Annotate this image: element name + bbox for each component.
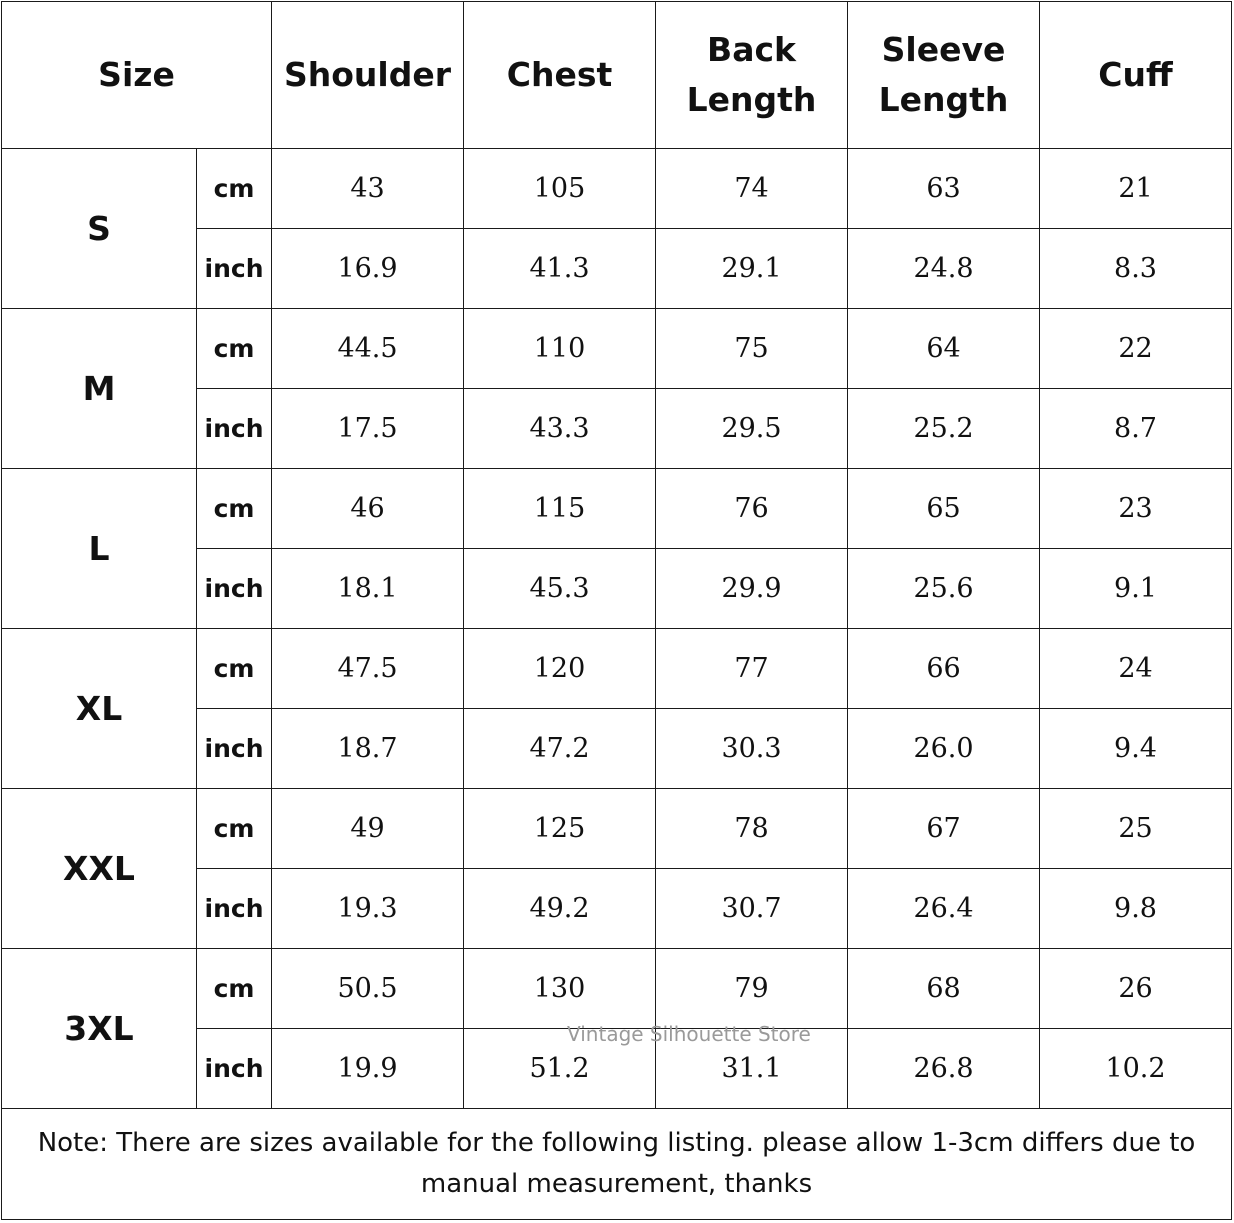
measurement-value: 44.5 xyxy=(272,309,464,389)
measurement-value: 65 xyxy=(848,469,1040,549)
watermark-text: Vintage Silhouette Store xyxy=(567,1022,811,1046)
table-row xyxy=(2,949,1232,1029)
measurement-value: 130 xyxy=(464,949,656,1029)
measurement-value: 49.2 xyxy=(464,869,656,949)
unit-label: cm xyxy=(197,949,272,1029)
measurement-value: 21 xyxy=(1040,149,1232,229)
measurement-value: 43.3 xyxy=(464,389,656,469)
header-sleeve-length: Sleeve Length xyxy=(848,2,1040,149)
unit-label: cm xyxy=(197,789,272,869)
measurement-value: 17.5 xyxy=(272,389,464,469)
measurement-value: 75 xyxy=(656,309,848,389)
measurement-value: 66 xyxy=(848,629,1040,709)
unit-label: inch xyxy=(197,229,272,309)
note-row xyxy=(2,1109,1232,1220)
unit-label: inch xyxy=(197,709,272,789)
measurement-value: 115 xyxy=(464,469,656,549)
measurement-value: 19.3 xyxy=(272,869,464,949)
note-text: Note: There are sizes available for the following listing. please allow 1-3cm differs due to manual measurement, thanks xyxy=(2,1109,1232,1220)
measurement-value: 22 xyxy=(1040,309,1232,389)
measurement-value: 26 xyxy=(1040,949,1232,1029)
measurement-value: 50.5 xyxy=(272,949,464,1029)
size-label: 3XL xyxy=(2,949,197,1109)
unit-label: inch xyxy=(197,389,272,469)
measurement-value: 47.5 xyxy=(272,629,464,709)
size-label: L xyxy=(2,469,197,629)
unit-label: inch xyxy=(197,1029,272,1109)
measurement-value: 31.1 xyxy=(656,1029,848,1109)
header-shoulder: Shoulder xyxy=(272,2,464,149)
measurement-value: 25.2 xyxy=(848,389,1040,469)
measurement-value: 67 xyxy=(848,789,1040,869)
unit-label: cm xyxy=(197,469,272,549)
measurement-value: 125 xyxy=(464,789,656,869)
measurement-value: 8.7 xyxy=(1040,389,1232,469)
measurement-value: 24 xyxy=(1040,629,1232,709)
measurement-value: 30.7 xyxy=(656,869,848,949)
size-label: XXL xyxy=(2,789,197,949)
measurement-value: 25 xyxy=(1040,789,1232,869)
measurement-value: 77 xyxy=(656,629,848,709)
measurement-value: 78 xyxy=(656,789,848,869)
measurement-value: 29.9 xyxy=(656,549,848,629)
unit-label: inch xyxy=(197,549,272,629)
measurement-value: 45.3 xyxy=(464,549,656,629)
unit-label: cm xyxy=(197,149,272,229)
measurement-value: 10.2 xyxy=(1040,1029,1232,1109)
measurement-value: 26.0 xyxy=(848,709,1040,789)
measurement-value: 74 xyxy=(656,149,848,229)
measurement-value: 120 xyxy=(464,629,656,709)
measurement-value: 24.8 xyxy=(848,229,1040,309)
unit-label: cm xyxy=(197,629,272,709)
measurement-value: 9.8 xyxy=(1040,869,1232,949)
header-row xyxy=(2,2,1232,149)
measurement-value: 29.1 xyxy=(656,229,848,309)
measurement-value: 19.9 xyxy=(272,1029,464,1109)
measurement-value: 9.1 xyxy=(1040,549,1232,629)
measurement-value: 46 xyxy=(272,469,464,549)
measurement-value: 16.9 xyxy=(272,229,464,309)
measurement-value: 25.6 xyxy=(848,549,1040,629)
unit-label: inch xyxy=(197,869,272,949)
table-row xyxy=(2,469,1232,549)
header-cuff: Cuff xyxy=(1040,2,1232,149)
measurement-value: 68 xyxy=(848,949,1040,1029)
header-back-length: Back Length xyxy=(656,2,848,149)
size-label: M xyxy=(2,309,197,469)
unit-label: cm xyxy=(197,309,272,389)
measurement-value: 8.3 xyxy=(1040,229,1232,309)
measurement-value: 76 xyxy=(656,469,848,549)
table-row xyxy=(2,789,1232,869)
measurement-value: 64 xyxy=(848,309,1040,389)
measurement-value: 49 xyxy=(272,789,464,869)
measurement-value: 43 xyxy=(272,149,464,229)
measurement-value: 23 xyxy=(1040,469,1232,549)
measurement-value: 47.2 xyxy=(464,709,656,789)
measurement-value: 51.2 xyxy=(464,1029,656,1109)
table-row xyxy=(2,309,1232,389)
measurement-value: 63 xyxy=(848,149,1040,229)
measurement-value: 18.7 xyxy=(272,709,464,789)
measurement-value: 26.8 xyxy=(848,1029,1040,1109)
measurement-value: 9.4 xyxy=(1040,709,1232,789)
table-row xyxy=(2,629,1232,709)
measurement-value: 41.3 xyxy=(464,229,656,309)
header-size: Size xyxy=(2,2,272,149)
size-label: XL xyxy=(2,629,197,789)
measurement-value: 18.1 xyxy=(272,549,464,629)
measurement-value: 26.4 xyxy=(848,869,1040,949)
measurement-value: 110 xyxy=(464,309,656,389)
header-chest: Chest xyxy=(464,2,656,149)
measurement-value: 30.3 xyxy=(656,709,848,789)
measurement-value: 29.5 xyxy=(656,389,848,469)
size-label: S xyxy=(2,149,197,309)
measurement-value: 79 xyxy=(656,949,848,1029)
measurement-value: 105 xyxy=(464,149,656,229)
table-row xyxy=(2,149,1232,229)
